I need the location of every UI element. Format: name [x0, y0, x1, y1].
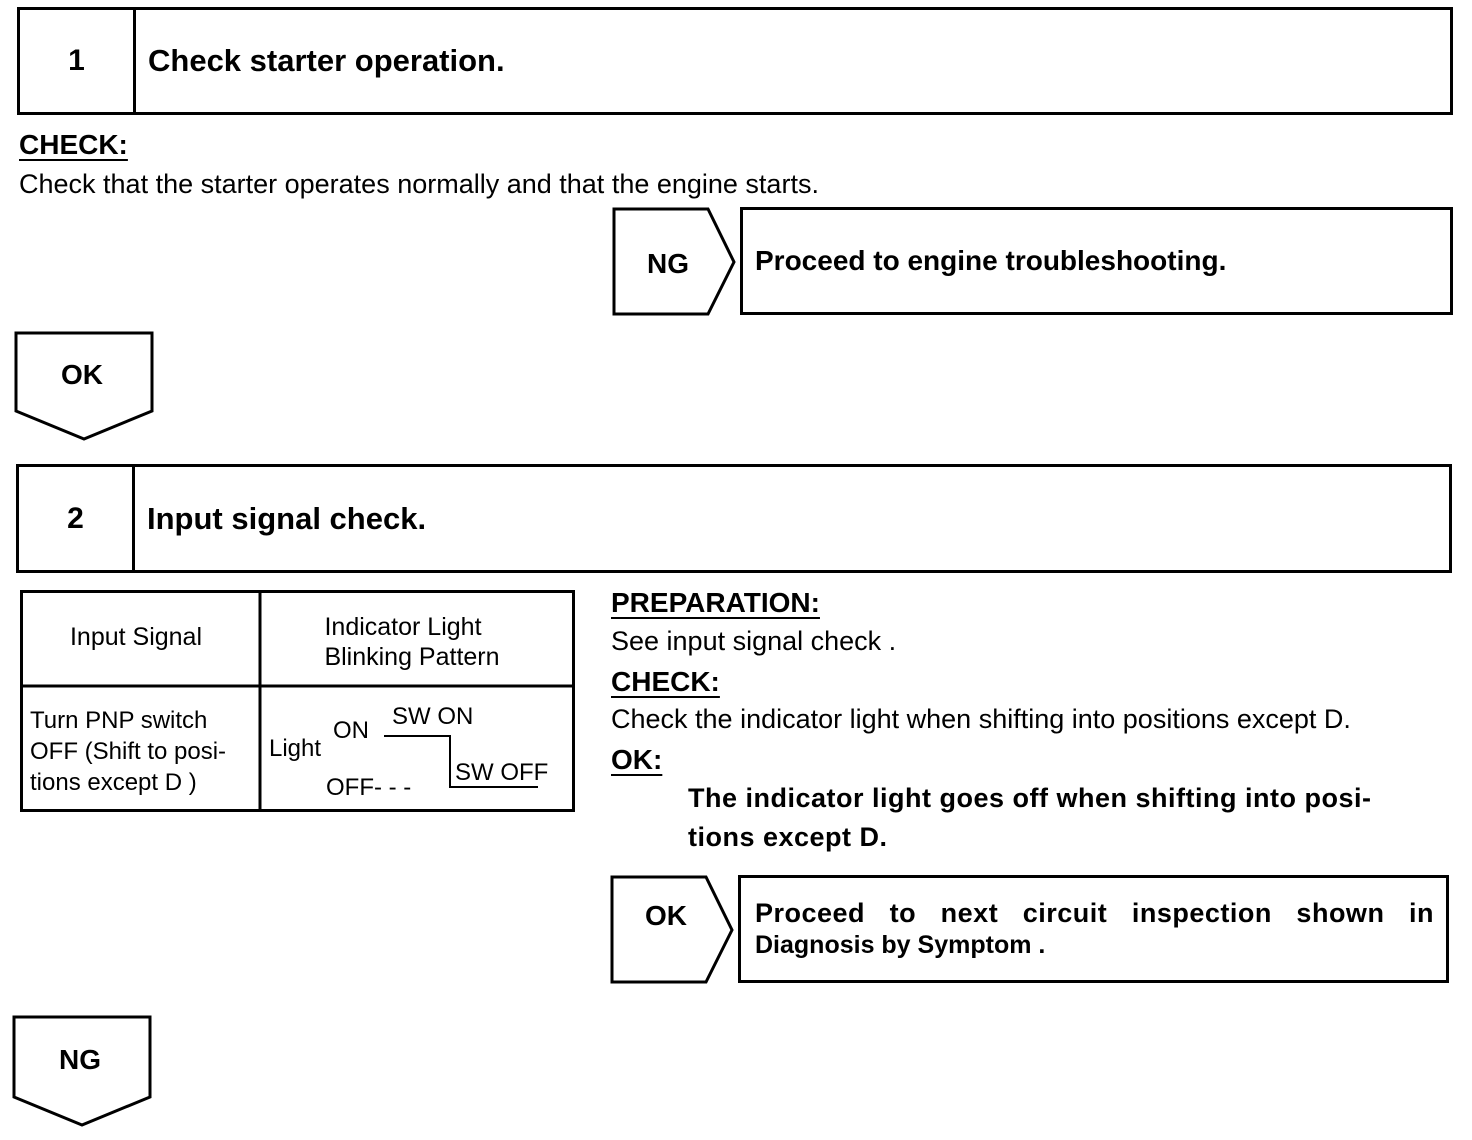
table-row-input-line3: tions except D )	[30, 769, 197, 796]
step2-preparation-text: See input signal check .	[611, 626, 897, 656]
pattern-sw-off-label: SW OFF	[455, 759, 549, 786]
step2-ok-arrow	[610, 875, 736, 985]
step1-ng-tag: NG	[647, 248, 689, 279]
pattern-off-label: OFF- - -	[326, 774, 412, 801]
step2-check-text: Check the indicator light when shifting into positions except D.	[611, 704, 1351, 734]
step2-ok-label: OK:	[611, 744, 663, 775]
table-header-input-signal: Input Signal	[69, 623, 203, 651]
step2-number: 2	[19, 467, 135, 570]
step1-ng-result: Proceed to engine troubleshooting.	[740, 207, 1453, 315]
step2-ok-text-line1: The indicator light goes off when shifting into posi-	[688, 783, 1372, 813]
step2-ok-text-line2: tions except D.	[688, 822, 888, 852]
step2-header	[16, 464, 1452, 573]
step1-header	[17, 7, 1453, 115]
step1-title: Check starter operation.	[148, 43, 505, 78]
step1-ng-arrow	[612, 207, 738, 317]
step2-ok-result	[738, 875, 1449, 983]
pattern-on-label: ON	[333, 717, 369, 744]
input-signal-table	[20, 590, 575, 812]
step2-ng-arrow	[12, 1015, 154, 1130]
step1-ok-arrow	[14, 331, 156, 443]
step1-number: 1	[20, 10, 136, 112]
step1-check-label: CHECK:	[19, 129, 128, 160]
step2-ok-result-line2: Diagnosis by Symptom .	[755, 931, 1046, 959]
table-header-indicator-line2: Blinking Pattern	[324, 643, 500, 671]
step2-ok-tag: OK	[645, 900, 687, 931]
step2-check-label: CHECK:	[611, 666, 720, 697]
step2-ng-tag: NG	[59, 1044, 101, 1075]
table-row-input-line1: Turn PNP switch	[30, 707, 208, 734]
table-header-indicator-line1: Indicator Light	[324, 613, 482, 641]
table-row-input-line2: OFF (Shift to posi-	[30, 738, 227, 765]
pattern-light-label: Light	[269, 735, 322, 762]
blinking-pattern-diagram	[269, 703, 548, 801]
step2-title: Input signal check.	[147, 500, 427, 536]
step1-ok-tag: OK	[61, 359, 103, 390]
step2-preparation-label: PREPARATION:	[611, 587, 820, 618]
pattern-sw-on-label: SW ON	[392, 703, 474, 730]
step2-ok-result-line1: Proceed to next circuit inspection shown in	[755, 898, 1434, 928]
step1-check-text: Check that the starter operates normally and that the engine starts.	[19, 169, 819, 199]
